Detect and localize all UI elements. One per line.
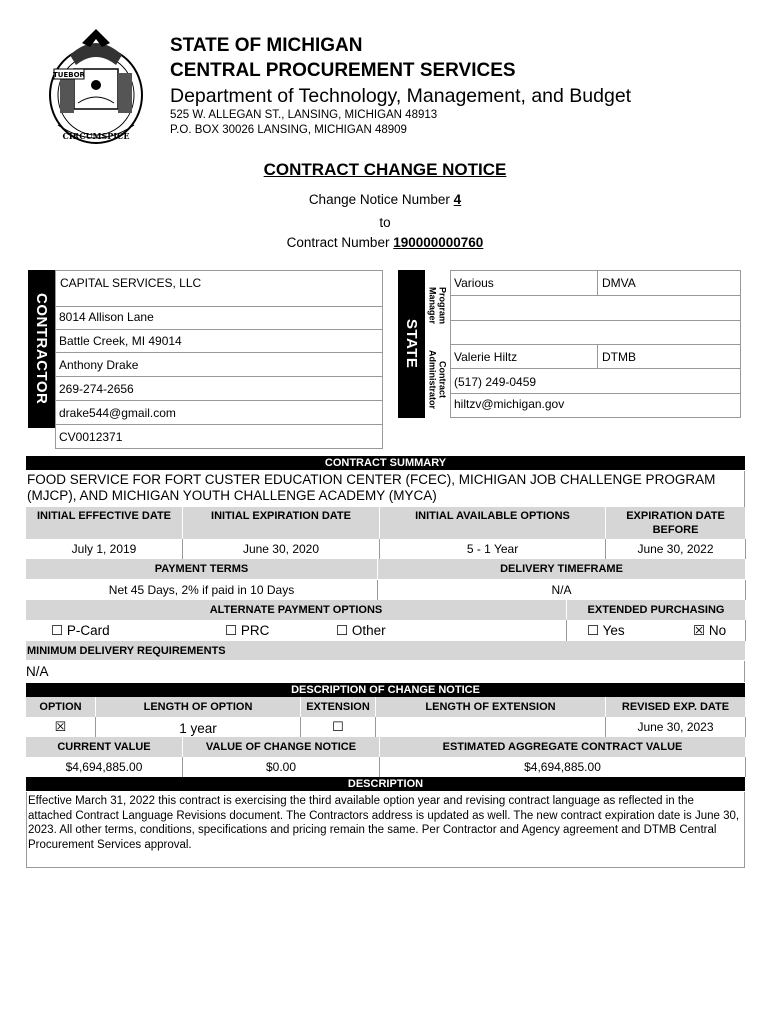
header-payment-terms: PAYMENT TERMS (26, 559, 377, 579)
expiration-date-before: June 30, 2022 (637, 542, 714, 556)
option-checkbox[interactable]: ☒ (54, 719, 67, 734)
state-title: STATE OF MICHIGAN (170, 35, 363, 56)
header-revised-date: REVISED EXP. DATE (606, 697, 745, 717)
header-initial-expiration: INITIAL EXPIRATION DATE (183, 507, 379, 539)
header-extended-purchasing: EXTENDED PURCHASING (567, 600, 745, 620)
administrator-phone: (517) 249-0459 (454, 375, 537, 389)
change-notice-number: Change Notice Number 4 (308, 192, 462, 207)
min-delivery-requirements: N/A (26, 661, 745, 682)
header-extension: EXTENSION (301, 697, 375, 717)
extended-yes-checkbox[interactable]: ☐ Yes (587, 623, 625, 638)
to-label: to (379, 215, 391, 230)
program-manager-label: Program Manager (427, 287, 448, 325)
department-title: Department of Technology, Management, and Budget (170, 85, 632, 107)
contractor-label: CONTRACTOR (28, 270, 55, 428)
header-initial-options: INITIAL AVAILABLE OPTIONS (380, 507, 605, 539)
header-value-change: VALUE OF CHANGE NOTICE (183, 737, 379, 757)
value-of-change: $0.00 (265, 760, 297, 774)
prc-checkbox[interactable]: ☐ PRC (225, 623, 270, 638)
notice-title: CONTRACT CHANGE NOTICE (263, 160, 507, 179)
contractor-vendor-id: CV0012371 (59, 430, 123, 444)
office-title: CENTRAL PROCUREMENT SERVICES (170, 60, 516, 81)
header-current-value: CURRENT VALUE (26, 737, 182, 757)
extension-checkbox[interactable]: ☐ (332, 719, 344, 734)
current-value: $4,694,885.00 (65, 760, 143, 774)
header-initial-effective: INITIAL EFFECTIVE DATE (26, 507, 182, 539)
payment-terms: Net 45 Days, 2% if paid in 10 Days (108, 583, 295, 597)
length-of-option: 1 year (179, 720, 217, 736)
initial-available-options: 5 - 1 Year (466, 542, 519, 556)
header-min-delivery: MINIMUM DELIVERY REQUIREMENTS (26, 641, 745, 660)
description-bar: DESCRIPTION (26, 777, 745, 791)
other-checkbox[interactable]: ☐ Other (336, 623, 386, 638)
administrator-name: Valerie Hiltz (454, 350, 518, 364)
delivery-timeframe: N/A (551, 583, 572, 597)
contract-description: FOOD SERVICE FOR FORT CUSTER EDUCATION CENTER (FCEC), MICHIGAN JOB CHALLENGE PROGRAM (MJCP), AND MICHIGAN YOUTH CHALLENGE ACADEMY (MYCA) (26, 471, 745, 507)
program-manager-agency: DMVA (602, 276, 636, 290)
description-text: Effective March 31, 2022 this contract is exercising the third available option year and revising contract language as reflected in the attached Contract Language Revisions document. The Contractors address is updated as well. The new contract expiration date is June 30, 2023. All other terms, conditions, specifications and pricing remain the same. Per Contractor and Agency agreement and DTMB Central Procurement Services approval. (26, 792, 745, 868)
initial-expiration-date: June 30, 2020 (242, 542, 320, 556)
contract-number: Contract Number 190000000760 (286, 235, 484, 250)
header-length-extension: LENGTH OF EXTENSION (376, 697, 605, 717)
state-seal-image (40, 25, 152, 153)
header-expiration-before: EXPIRATION DATE BEFORE (606, 507, 745, 539)
aggregate-value: $4,694,885.00 (524, 760, 601, 774)
header-option: OPTION (26, 697, 95, 717)
svg-text:TUEBOR: TUEBOR (53, 71, 85, 79)
contractor-city: Battle Creek, MI 49014 (59, 334, 182, 348)
contractor-contact: Anthony Drake (59, 358, 139, 372)
header-length-option: LENGTH OF OPTION (96, 697, 300, 717)
header-alternate-payment: ALTERNATE PAYMENT OPTIONS (26, 600, 566, 620)
address-line-1: 525 W. ALLEGAN ST., LANSING, MICHIGAN 48913 (170, 109, 438, 121)
length-of-extension (376, 717, 605, 737)
administrator-agency: DTMB (602, 350, 636, 364)
address-line-2: P.O. BOX 30026 LANSING, MICHIGAN 48909 (170, 124, 407, 136)
program-manager-name: Various (454, 276, 494, 290)
administrator-email: hiltzv@michigan.gov (454, 397, 565, 411)
change-notice-bar: DESCRIPTION OF CHANGE NOTICE (26, 683, 745, 697)
initial-effective-date: July 1, 2019 (71, 542, 137, 556)
header-delivery-timeframe: DELIVERY TIMEFRAME (378, 559, 745, 579)
revised-expiration-date: June 30, 2023 (637, 720, 714, 734)
svg-text:CIRCUMSPICE: CIRCUMSPICE (62, 131, 130, 141)
pcard-checkbox[interactable]: ☐ P-Card (51, 623, 110, 638)
state-label: STATE (398, 270, 425, 418)
contract-summary-bar: CONTRACT SUMMARY (26, 456, 745, 470)
extended-no-checkbox[interactable]: ☒ No (693, 623, 727, 638)
contractor-street: 8014 Allison Lane (59, 310, 154, 324)
header-aggregate-value: ESTIMATED AGGREGATE CONTRACT VALUE (380, 737, 745, 757)
contractor-name: CAPITAL SERVICES, LLC (55, 270, 383, 307)
contract-administrator-label: Contract Administrator (427, 350, 448, 410)
contractor-phone: 269-274-2656 (59, 382, 134, 396)
contractor-email: drake544@gmail.com (59, 406, 176, 420)
